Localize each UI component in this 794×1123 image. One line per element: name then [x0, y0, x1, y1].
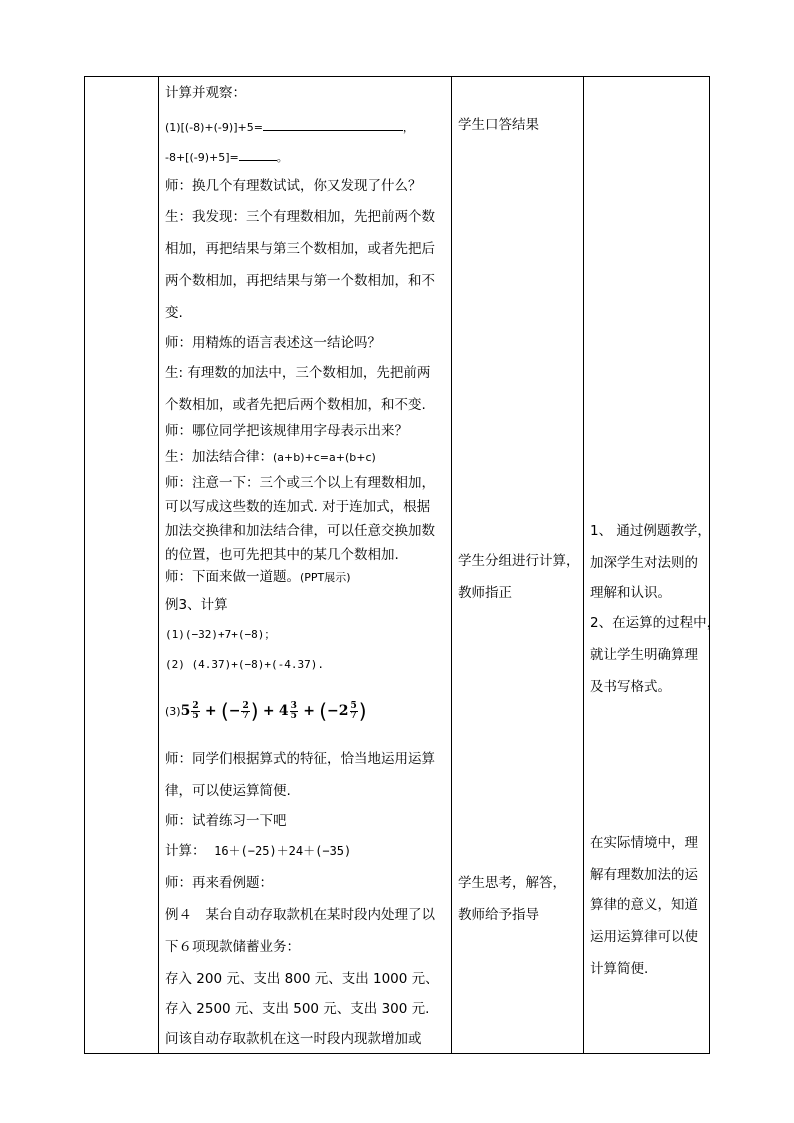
- paren: ): [358, 699, 367, 723]
- label: 计算：: [165, 843, 206, 859]
- text-line: 师：用精炼的语言表述这一结论吗？: [165, 335, 381, 351]
- text-line: 学生分组进行计算，: [458, 553, 580, 569]
- text-line: 教师给予指导: [458, 907, 539, 923]
- fraction: [350, 702, 358, 721]
- text-line: 师：试着练习一下吧: [165, 813, 287, 829]
- text-line: 两个数相加，再把结果与第一个数相加，和不: [165, 273, 435, 289]
- text-line: 师：再来看例题：: [165, 875, 273, 891]
- text-line: [165, 569, 351, 586]
- text-line: 师：哪位同学把该规律用字母表示出来？: [165, 423, 408, 439]
- exercise-2: -8+[(-9)+5]=: [165, 151, 239, 164]
- label: 生：加法结合律：: [165, 449, 273, 465]
- text-line: 及书写格式。: [590, 679, 671, 695]
- formula-line: [165, 449, 376, 466]
- example-3-part-1: (1)(−32)+7+(−8)；: [165, 628, 276, 641]
- practice-expression: 16＋(−25)＋24＋(−35): [214, 844, 352, 858]
- text-line: 在实际情境中，理: [590, 835, 698, 851]
- text-line: 算律的意义，知道: [590, 897, 698, 913]
- example-3-part-3: [165, 699, 367, 724]
- text-line: 存入 200 元、支出 800 元、支出 1000 元、: [165, 971, 439, 987]
- text-line: 生: 有理数的加法中，三个数相加，先把前两: [165, 365, 431, 381]
- teaching-process-cell: [165, 77, 449, 1053]
- text-line: 生：我发现：三个有理数相加，先把前两个数: [165, 209, 435, 225]
- text-line: 下６项现款储蓄业务：: [165, 939, 300, 955]
- numerator: 3: [290, 700, 297, 711]
- exercise-line: [165, 148, 288, 166]
- mixed-number-whole: 2: [338, 703, 349, 719]
- text-line: 师：注意一下：三个或三个以上有理数相加，: [165, 475, 435, 491]
- practice-line: [165, 843, 351, 859]
- text-line: 存入 2500 元、支出 500 元、支出 300 元.: [165, 1001, 430, 1017]
- fraction: [241, 702, 249, 721]
- stage-cell: [85, 77, 158, 1053]
- mixed-number-whole: 5: [180, 703, 191, 719]
- denominator: 5: [192, 710, 199, 721]
- minus-sign: −: [228, 703, 241, 719]
- text-line: 可以写成这些数的连加式. 对于连加式，根据: [165, 499, 431, 515]
- mixed-number-whole: 4: [278, 703, 289, 719]
- denominator: 5: [290, 710, 297, 721]
- text-line: 的位置，也可先把其中的某几个数相加.: [165, 547, 399, 563]
- text-line: 学生思考，解答，: [458, 875, 566, 891]
- ppt-note: (PPT展示): [300, 571, 351, 584]
- text-line: 运用运算律可以使: [590, 929, 698, 945]
- denominator: 7: [242, 710, 249, 721]
- column-divider: [451, 77, 452, 1053]
- text-line: 问该自动存取款机在这一时段内现款增加或: [165, 1031, 422, 1047]
- text-line: 相加，再把结果与第三个数相加，或者先把后: [165, 241, 435, 257]
- numerator: 5: [350, 700, 357, 711]
- part-label: (3): [165, 705, 181, 718]
- plus-sign: +: [262, 703, 275, 719]
- fraction: [191, 702, 199, 721]
- text-line: 加深学生对法则的: [590, 555, 698, 571]
- column-divider: [583, 77, 584, 1053]
- answer-blank: [239, 148, 277, 161]
- text-line: 1、 通过例题教学，: [590, 523, 711, 539]
- text-line: 解有理数加法的运: [590, 867, 698, 883]
- text-line: 理解和认识。: [590, 585, 671, 601]
- text-line: 例４ 某台自动存取款机在某时段内处理了以: [165, 907, 435, 923]
- text-line: 计算简便.: [590, 961, 649, 977]
- plus-sign: +: [303, 703, 315, 719]
- design-intent-cell: [590, 77, 721, 1053]
- column-divider: [158, 77, 159, 1053]
- denominator: 7: [350, 710, 357, 721]
- text-line: 就让学生明确算理: [590, 647, 698, 663]
- minus-sign: −: [327, 703, 339, 719]
- answer-blank: [263, 118, 403, 131]
- text-line: 教师指正: [458, 585, 512, 601]
- comma: ，: [402, 121, 414, 134]
- associative-law-formula: (a+b)+c=a+(b+c): [273, 451, 376, 464]
- text-line: 计算并观察：: [165, 85, 246, 101]
- text-line: 个数相加，或者先把后两个数相加，和不变.: [165, 397, 426, 413]
- text-line: 变.: [165, 305, 183, 321]
- period: 。: [276, 151, 288, 164]
- paren: (: [319, 699, 328, 723]
- lesson-table: [84, 76, 721, 1054]
- text-line: 2、在运算的过程中，: [590, 615, 721, 631]
- paren: ): [250, 699, 259, 723]
- exercise-1: (1)[(-8)+(-9)]+5=: [165, 121, 263, 134]
- numerator: 2: [192, 700, 199, 711]
- text: 师：下面来做一道题。: [165, 569, 300, 585]
- example-title: 例3、计算: [165, 597, 228, 613]
- text-line: 师：同学们根据算式的特征，恰当地运用运算: [165, 751, 435, 767]
- paren: (: [220, 699, 229, 723]
- example-3-part-2: (2) (4.37)+(−8)+(-4.37).: [165, 658, 324, 671]
- text-line: 师：换几个有理数试试，你又发现了什么？: [165, 178, 422, 194]
- text-line: 加法交换律和加法结合律，可以任意交换加数: [165, 523, 435, 539]
- text-line: 律，可以使运算简便.: [165, 783, 291, 799]
- plus-sign: +: [204, 703, 217, 719]
- text-line: 学生口答结果: [458, 117, 539, 133]
- exercise-line: [165, 118, 414, 136]
- fraction: [290, 702, 298, 721]
- numerator: 2: [242, 700, 249, 711]
- student-activity-cell: [458, 77, 582, 1053]
